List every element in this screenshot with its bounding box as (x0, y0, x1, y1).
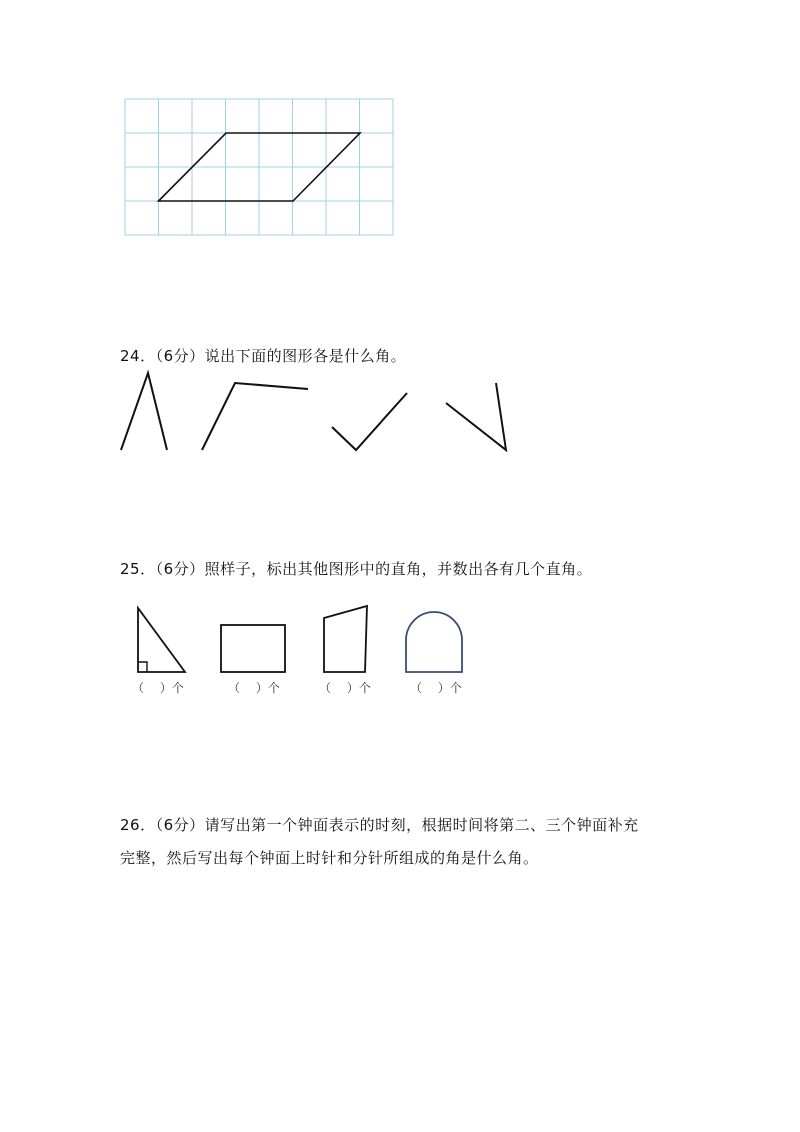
question-26-text-line-2: 完整，然后写出每个钟面上时针和分针所组成的角是什么角。 (120, 849, 539, 867)
obtuse-angle-figure (202, 383, 308, 450)
grid-lines (125, 99, 393, 235)
answer-blank-3[interactable]: （ ）个 (319, 681, 371, 695)
acute-angle-figure (121, 373, 167, 450)
angle-figures-row (110, 365, 520, 460)
answer-blank-1[interactable]: （ ）个 (132, 681, 184, 695)
rectangle-figure (221, 625, 285, 672)
answer-blank-4[interactable]: （ ）个 (410, 681, 462, 695)
question-26-text-line-1: 26．（6分）请写出第一个钟面表示的时刻，根据时间将第二、三个钟面补充 (120, 816, 639, 834)
question-25-text: 25．（6分）照样子，标出其他图形中的直角，并数出各有几个直角。 (120, 560, 593, 578)
trapezoid-figure (324, 606, 367, 672)
right-angle-shapes-row (130, 600, 480, 680)
right-triangle-figure (138, 608, 185, 672)
right-angle-figure (332, 393, 407, 450)
right-angle-marker (138, 662, 147, 672)
slanted-angle-figure (446, 383, 506, 450)
grid-parallelogram-figure (124, 98, 396, 238)
arch-figure (406, 612, 462, 672)
question-24-text: 24．（6分）说出下面的图形各是什么角。 (120, 347, 407, 365)
answer-blank-2[interactable]: （ ）个 (228, 681, 280, 695)
